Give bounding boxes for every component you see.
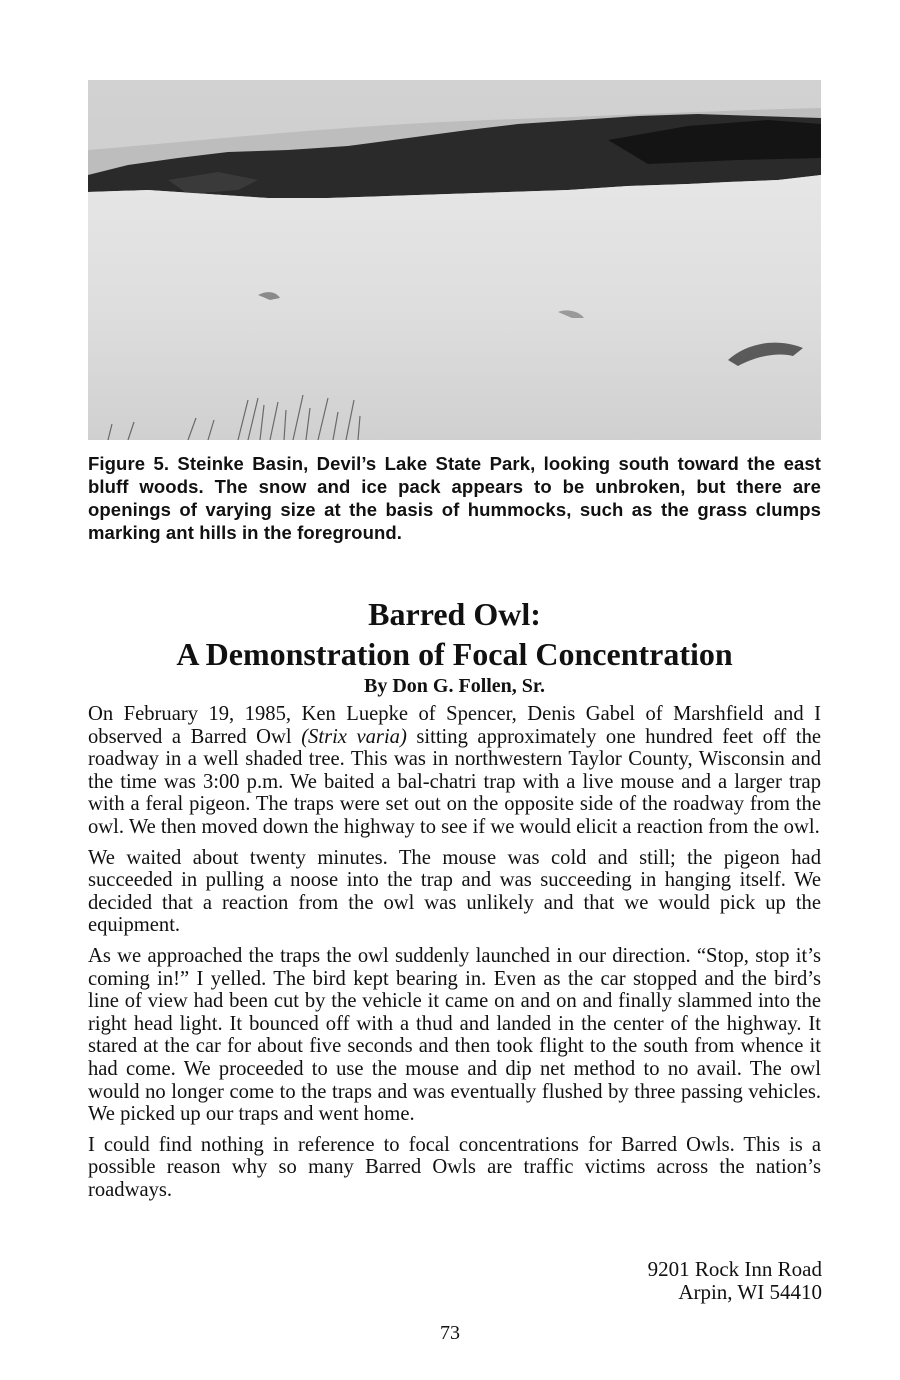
figure-photo	[88, 80, 821, 440]
paragraph-1-start: On February 19, 1985, Ken Luepke of Spencer, Denis Gabel of Marshfield and I observed a Barred Owl	[88, 703, 821, 748]
page-number: 73	[440, 1322, 460, 1344]
title-line-2: A Demonstration of Focal Concentration	[176, 636, 733, 672]
title-line-1: Barred Owl:	[368, 596, 541, 632]
address-line-1: 9201 Rock Inn Road	[647, 1257, 822, 1281]
article-title	[88, 594, 821, 674]
paragraph-1	[88, 703, 821, 839]
snow-landscape-image	[88, 80, 821, 440]
article-body	[88, 703, 821, 1209]
paragraph-4: I could find nothing in reference to focal concentrations for Barred Owls. This is a possible reason why so many Barred Owls are traffic victims across the nation’s roadways.	[88, 1133, 821, 1201]
figure-caption: Figure 5. Steinke Basin, Devil’s Lake State Park, looking south toward the east bluff woods. The snow and ice pack appears to be unbroken, but there are openings of varying size at the basis of hummocks, such as the grass clumps marking ant hills in the foreground.	[88, 453, 821, 543]
author-address	[648, 1258, 822, 1304]
address-line-2: Arpin, WI 54410	[678, 1280, 822, 1304]
paragraph-1-end: sitting approximately one hundred feet off the roadway in a well shaded tree. This was in northwestern Taylor County, Wisconsin and the time was 3:00 p.m. We baited a bal-chatri trap with a live mouse and a larger trap with a feral pigeon. The traps were set out on the opposite side of the roadway from the owl. We then moved down the highway to see if we would elicit a reaction from the owl.	[88, 725, 822, 838]
article-byline: By Don G. Follen, Sr.	[364, 675, 545, 697]
paragraph-3: As we approached the traps the owl suddenly launched in our direction. “Stop, stop it’s coming in!” I yelled. The bird kept bearing in. Even as the car stopped and the bird’s line of view had been cut by the vehicle it came on and on and finally slammed into the right head light. It bounced off with a thud and landed in the center of the highway. It stared at the car for about five seconds and then took flight to the south from whence it had come. We proceeded to use the mouse and dip net method to no avail. The owl would no longer come to the traps and was eventually flushed by three passing vehicles. We picked up our traps and went home.	[88, 944, 821, 1126]
species-name: (Strix varia)	[301, 725, 407, 748]
paragraph-2: We waited about twenty minutes. The mouse was cold and still; the pigeon had succeeded in pulling a noose into the trap and was succeeding in hanging itself. We decided that a reaction from the owl was unlikely and that we would pick up the equipment.	[88, 846, 821, 937]
